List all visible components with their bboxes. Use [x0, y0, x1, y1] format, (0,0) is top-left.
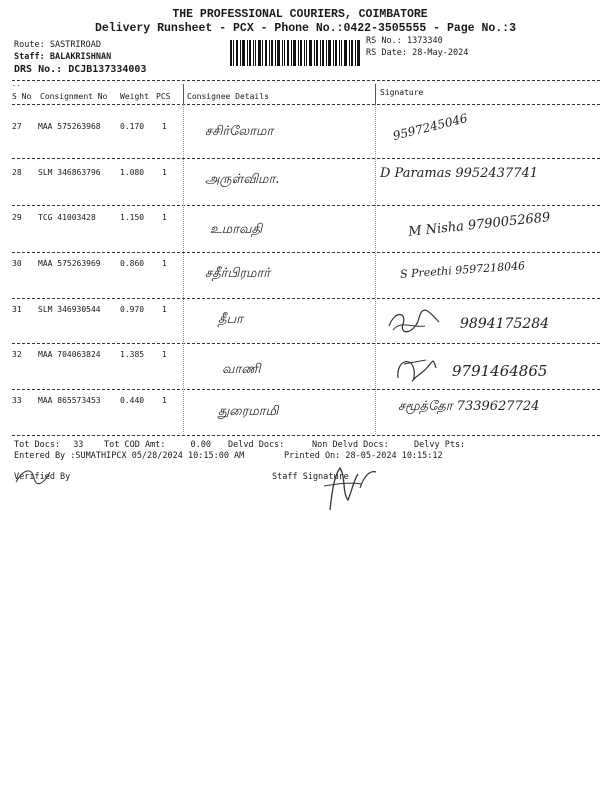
- barcode: [230, 40, 360, 66]
- staff-signature-mark: [318, 462, 380, 514]
- drs-line: [14, 64, 146, 75]
- col-header-pcs: PCS: [156, 92, 171, 101]
- staff-line: [14, 52, 111, 62]
- row-signature: 9894175284: [460, 316, 550, 332]
- non-delvd-docs-label: Non Delvd Docs:: [312, 440, 389, 450]
- row-pcs: 1: [162, 350, 167, 359]
- signature-scribble: [392, 350, 442, 386]
- rs-date-value: 28-May-2024: [412, 48, 469, 58]
- divider-mark: --: [12, 82, 21, 90]
- row-consignee: அருள்விமா.: [205, 172, 280, 187]
- row-consignment: SLM 346863796: [38, 168, 101, 177]
- rs-no-label: RS No.:: [366, 36, 402, 46]
- row-divider: [12, 205, 600, 206]
- tot-docs-label: Tot Docs:: [14, 440, 61, 450]
- drs-label: DRS No.:: [14, 64, 63, 75]
- col-header-weight: Weight: [120, 92, 149, 101]
- row-pcs: 1: [162, 259, 167, 268]
- row-signature: 9791464865: [452, 362, 548, 380]
- row-pcs: 1: [162, 122, 167, 131]
- entered-by: Entered By :SUMATHIPCX 05/28/2024 10:15:00 AM: [14, 451, 245, 461]
- column-separator: [183, 104, 184, 434]
- row-signature: D Paramas 9952437741: [380, 166, 539, 181]
- row-divider: [12, 389, 600, 390]
- column-separator: [375, 104, 376, 434]
- route-label: Route:: [14, 40, 45, 50]
- signature-scribble: [385, 308, 443, 336]
- verified-signature: [14, 464, 64, 486]
- document-subtitle: Delivery Runsheet - PCX - Phone No.:0422-3505555 - Page No.:3: [95, 22, 516, 35]
- column-separator: [375, 84, 376, 104]
- row-pcs: 1: [162, 305, 167, 314]
- row-divider: [12, 252, 600, 253]
- row-sno: 31: [12, 305, 22, 314]
- row-weight: 1.385: [120, 350, 145, 359]
- tot-cod: [104, 440, 211, 450]
- col-header-signature: Signature: [380, 88, 424, 97]
- row-sno: 27: [12, 122, 22, 131]
- row-consignment: MAA 704063824: [38, 350, 101, 359]
- row-signature: M Nisha 9790052689: [407, 210, 552, 240]
- row-consignee: உமாவதி: [210, 222, 263, 237]
- rs-no-value: 1373340: [406, 36, 443, 46]
- delvd-docs-label: Delvd Docs:: [228, 440, 285, 450]
- row-sno: 29: [12, 213, 22, 222]
- tot-cod-label: Tot COD Amt:: [104, 440, 166, 450]
- printed-on: Printed On: 28-05-2024 10:15:12: [284, 451, 443, 461]
- staff-label: Staff:: [14, 52, 45, 62]
- delvy-pts-label: Delvy Pts:: [414, 440, 466, 450]
- col-header-consignment: Consignment No: [40, 92, 108, 101]
- row-weight: 1.080: [120, 168, 145, 177]
- divider: [12, 80, 600, 81]
- row-pcs: 1: [162, 168, 167, 177]
- rs-date-label: RS Date:: [366, 48, 407, 58]
- tot-cod-value: 0.00: [190, 440, 212, 450]
- row-divider: [12, 158, 600, 159]
- column-separator: [183, 84, 184, 104]
- row-weight: 0.440: [120, 396, 145, 405]
- row-divider: [12, 298, 600, 299]
- route-value: SASTRIROAD: [49, 40, 102, 50]
- row-consignment: MAA 865573453: [38, 396, 101, 405]
- row-pcs: 1: [162, 213, 167, 222]
- row-consignment: MAA 575263969: [38, 259, 101, 268]
- row-signature: 9597245046: [391, 110, 469, 144]
- col-header-consignee: Consignee Details: [187, 92, 269, 101]
- route-line: [14, 40, 101, 50]
- row-consignee: துரைமாமி: [218, 404, 279, 419]
- row-signature: S Preethi 9597218046: [399, 259, 526, 281]
- row-consignment: TCG 41003428: [38, 213, 96, 222]
- row-sno: 28: [12, 168, 22, 177]
- row-consignee: சதீர்பிரமார்: [205, 266, 271, 281]
- row-weight: 1.150: [120, 213, 145, 222]
- row-sno: 30: [12, 259, 22, 268]
- row-consignment: SLM 346930544: [38, 305, 101, 314]
- row-divider: [12, 343, 600, 344]
- row-sno: 32: [12, 350, 22, 359]
- col-header-sno: S No: [12, 92, 32, 101]
- row-weight: 0.170: [120, 122, 145, 131]
- table-bottom-divider: [12, 435, 600, 436]
- document-title: THE PROFESSIONAL COURIERS, COIMBATORE: [172, 8, 428, 21]
- verified-by-label: Verified By: [14, 472, 71, 482]
- row-consignee: வாணி: [222, 362, 261, 377]
- row-consignment: MAA 575263968: [38, 122, 101, 131]
- tot-docs: [14, 440, 83, 450]
- tot-docs-value: 33: [73, 440, 84, 450]
- row-weight: 0.970: [120, 305, 145, 314]
- staff-value: BALAKRISHNAN: [49, 52, 112, 62]
- rs-date-line: [366, 48, 468, 58]
- row-consignee: சசிர்லோமா: [205, 124, 274, 139]
- row-signature: சமூத்தோ 7339627724: [398, 399, 540, 414]
- rs-no-line: [366, 36, 443, 46]
- row-pcs: 1: [162, 396, 167, 405]
- row-sno: 33: [12, 396, 22, 405]
- staff-signature-label: Staff Signature: [272, 472, 349, 482]
- drs-value: DCJB137334003: [68, 64, 147, 75]
- header-divider: [12, 104, 600, 105]
- row-consignee: தீபா: [218, 312, 243, 327]
- row-weight: 0.860: [120, 259, 145, 268]
